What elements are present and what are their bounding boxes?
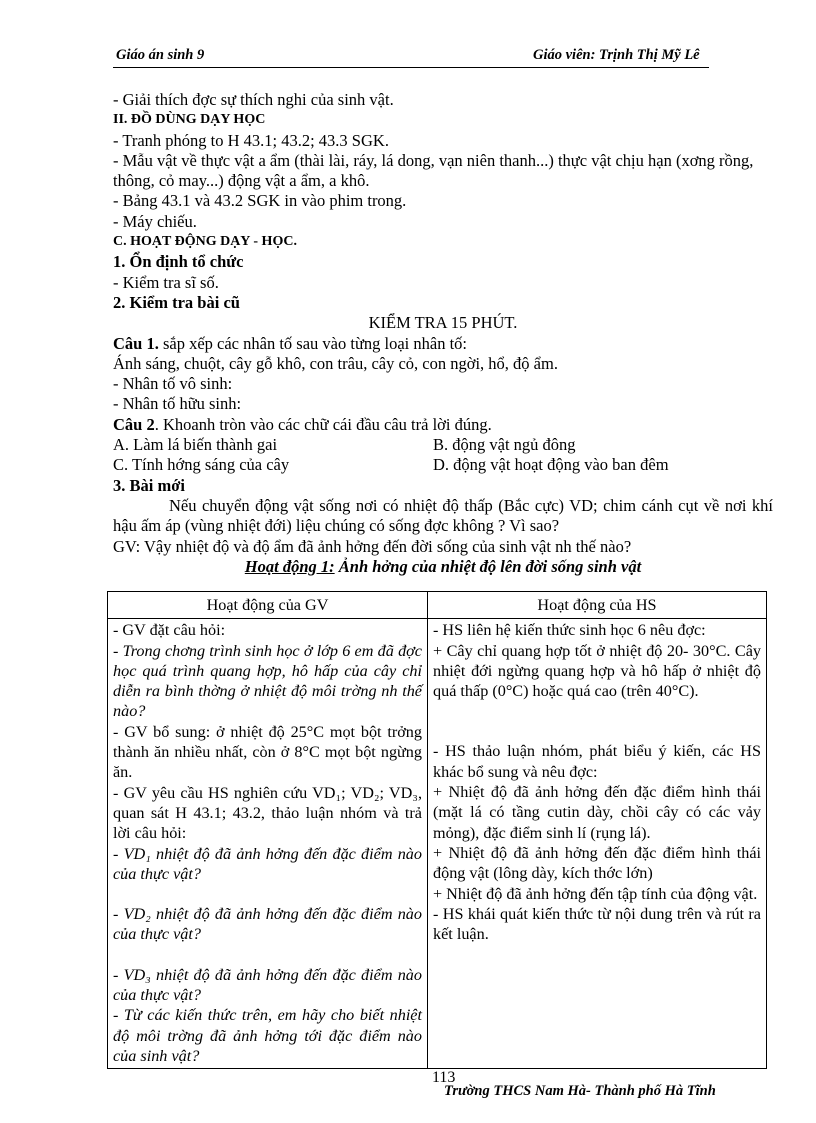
table-row (108, 619, 767, 1069)
activity-heading (113, 557, 773, 577)
material-line: - Mẫu vật về thực vật a ẩm (thài lài, ráy, lá dong, vạn niên thanh...) thực vật chịu hạn (xơng rồng, thông, cỏ may...) động vật a ẩm, a khô. (113, 150, 754, 191)
intro-question: GV: Vậy nhiệt độ và độ ẩm đã ảnh hởng đến đời sống của sinh vật nh thế nào? (113, 536, 632, 556)
header-teacher: Giáo viên: Trịnh Thị Mỹ Lê (533, 47, 700, 63)
page-number: 113 (432, 1069, 456, 1086)
spacer (113, 945, 422, 965)
option-c: C. Tính hớng sáng của cây (113, 455, 290, 475)
lesson-body (113, 90, 773, 577)
material-line: - Máy chiếu. (113, 211, 197, 231)
question-1 (113, 334, 773, 354)
teacher-line: - Trong chơng trình sinh học ở lớp 6 em đã đợc học quá trình quang hợp, hô hấp của cây chỉ diễn ra bình thờng ở nhiệt độ môi trờng nh thế nào? (113, 641, 422, 721)
attendance-line: - Kiểm tra sĩ số. (113, 272, 219, 292)
activity-title: Ảnh hởng của nhiệt độ lên đời sống sinh vật (334, 556, 642, 576)
question-2-label: Câu 2 (113, 414, 155, 434)
objective-line: - Giải thích đợc sự thích nghi của sinh vật. (113, 90, 394, 109)
student-cell (428, 619, 767, 1069)
options-row-1 (113, 435, 773, 455)
activity-table (107, 591, 767, 1069)
student-line: + Cây chỉ quang hợp tốt ở nhiệt độ 20- 30°C. Cây nhiệt đới ngừng quang hợp và hô hấp ở nhiệt độ quá thấp (0°C) hoặc quá cao (trên 40°C). (433, 641, 761, 701)
teacher-line: - GV yêu cầu HS nghiên cứu VD₁; VD₂; VD₃, quan sát H 43.1; 43.2, thảo luận nhóm và trả lời câu hỏi: (113, 783, 422, 843)
spacer (113, 884, 422, 904)
teacher-line: - GV bổ sung: ở nhiệt độ 25°C mọt bột trởng thành ăn nhiều nhất, còn ở 8°C mọt bột ngừng ăn. (113, 722, 422, 782)
column-header-student: Hoạt động của HS (428, 592, 767, 619)
quiz-title: KIỂM TRA 15 PHÚT. (368, 313, 518, 333)
student-answer: + Nhiệt độ đã ảnh hởng đến đặc điểm hình thái (mặt lá có tầng cutin dày, chồi cây có các vảy mỏng), đặc điểm sinh lí (rụng lá). (433, 783, 761, 842)
option-a: A. Làm lá biến thành gai (113, 435, 278, 455)
teacher-question: - Từ các kiến thức trên, em hãy cho biết nhiệt độ môi trờng đã ảnh hởng tới đặc điểm nào của sinh vật? (113, 1006, 422, 1065)
header-subject: Giáo án sinh 9 (116, 47, 205, 63)
student-answer: - HS khái quát kiến thức từ nội dung trên và rút ra kết luận. (433, 904, 761, 944)
subheading-new-lesson: 3. Bài mới (113, 475, 185, 495)
section-heading-materials: II. ĐỒ DÙNG DẠY HỌC (113, 112, 266, 128)
question-1-label: Câu 1. (113, 333, 159, 353)
teacher-line: - GV đặt câu hỏi: (113, 621, 226, 640)
student-line: - HS liên hệ kiến thức sinh học 6 nêu đợc: (433, 621, 706, 640)
teacher-question: - VD₃ nhiệt độ đã ảnh hởng đến đặc điểm nào của thực vật? (113, 965, 422, 1005)
section-heading-activities: C. HOẠT ĐỘNG DẠY - HỌC. (113, 234, 297, 250)
option-d: D. động vật hoạt động vào ban đêm (433, 455, 669, 475)
material-line: - Bảng 43.1 và 43.2 SGK in vào phim trong. (113, 191, 407, 211)
options-row-2 (113, 455, 773, 475)
spacer (433, 701, 761, 721)
question-2-text: . Khoanh tròn vào các chữ cái đầu câu trả lời đúng. (154, 414, 492, 434)
option-b: B. động vật ngủ đông (433, 435, 576, 455)
question-1-items: Ánh sáng, chuột, cây gỗ khô, con trâu, cây cỏ, con ngời, hổ, độ ẩm. (113, 353, 558, 373)
material-line: - Tranh phóng to H 43.1; 43.2; 43.3 SGK. (113, 130, 389, 150)
question-1-text: sắp xếp các nhân tố sau vào từng loại nhân tố: (158, 333, 467, 353)
column-header-teacher: Hoạt động của GV (108, 592, 428, 619)
subheading-review: 2. Kiểm tra bài cũ (113, 292, 240, 312)
teacher-cell (108, 619, 428, 1069)
student-answer: + Nhiệt độ đã ảnh hởng đến đặc điểm hình thái động vật (lông dày, kích thớc lớn) (433, 843, 761, 883)
activity-label: Hoạt động 1: (244, 556, 335, 576)
intro-paragraph: Nếu chuyển động vật sống nơi có nhiệt độ thấp (Bắc cực) VD; chim cánh cụt về nơi khí hậu ấm áp (vùng nhiệt đới) liệu chúng có sống đợc không ? Vì sao? (113, 495, 773, 536)
teacher-question: - VD₂ nhiệt độ đã ảnh hởng đến đặc điểm nào của thực vật? (113, 905, 422, 944)
footer-school: Trường THCS Nam Hà- Thành phố Hà Tĩnh (444, 1083, 716, 1099)
table-header-row (108, 592, 767, 619)
student-line: - HS thảo luận nhóm, phát biểu ý kiến, các HS khác bổ sung và nêu đợc: (433, 742, 761, 781)
question-1-abiotic: - Nhân tố vô sinh: (113, 374, 233, 394)
teacher-question: - VD₁ nhiệt độ đã ảnh hởng đến đặc điểm nào của thực vật? (113, 844, 422, 883)
question-2 (113, 415, 773, 435)
header-rule (113, 67, 709, 68)
spacer (433, 721, 761, 741)
subheading-organization: 1. Ổn định tổ chức (113, 252, 244, 272)
question-1-biotic: - Nhân tố hữu sinh: (113, 394, 242, 414)
student-answer: + Nhiệt độ đã ảnh hởng đến tập tính của động vật. (433, 884, 758, 903)
